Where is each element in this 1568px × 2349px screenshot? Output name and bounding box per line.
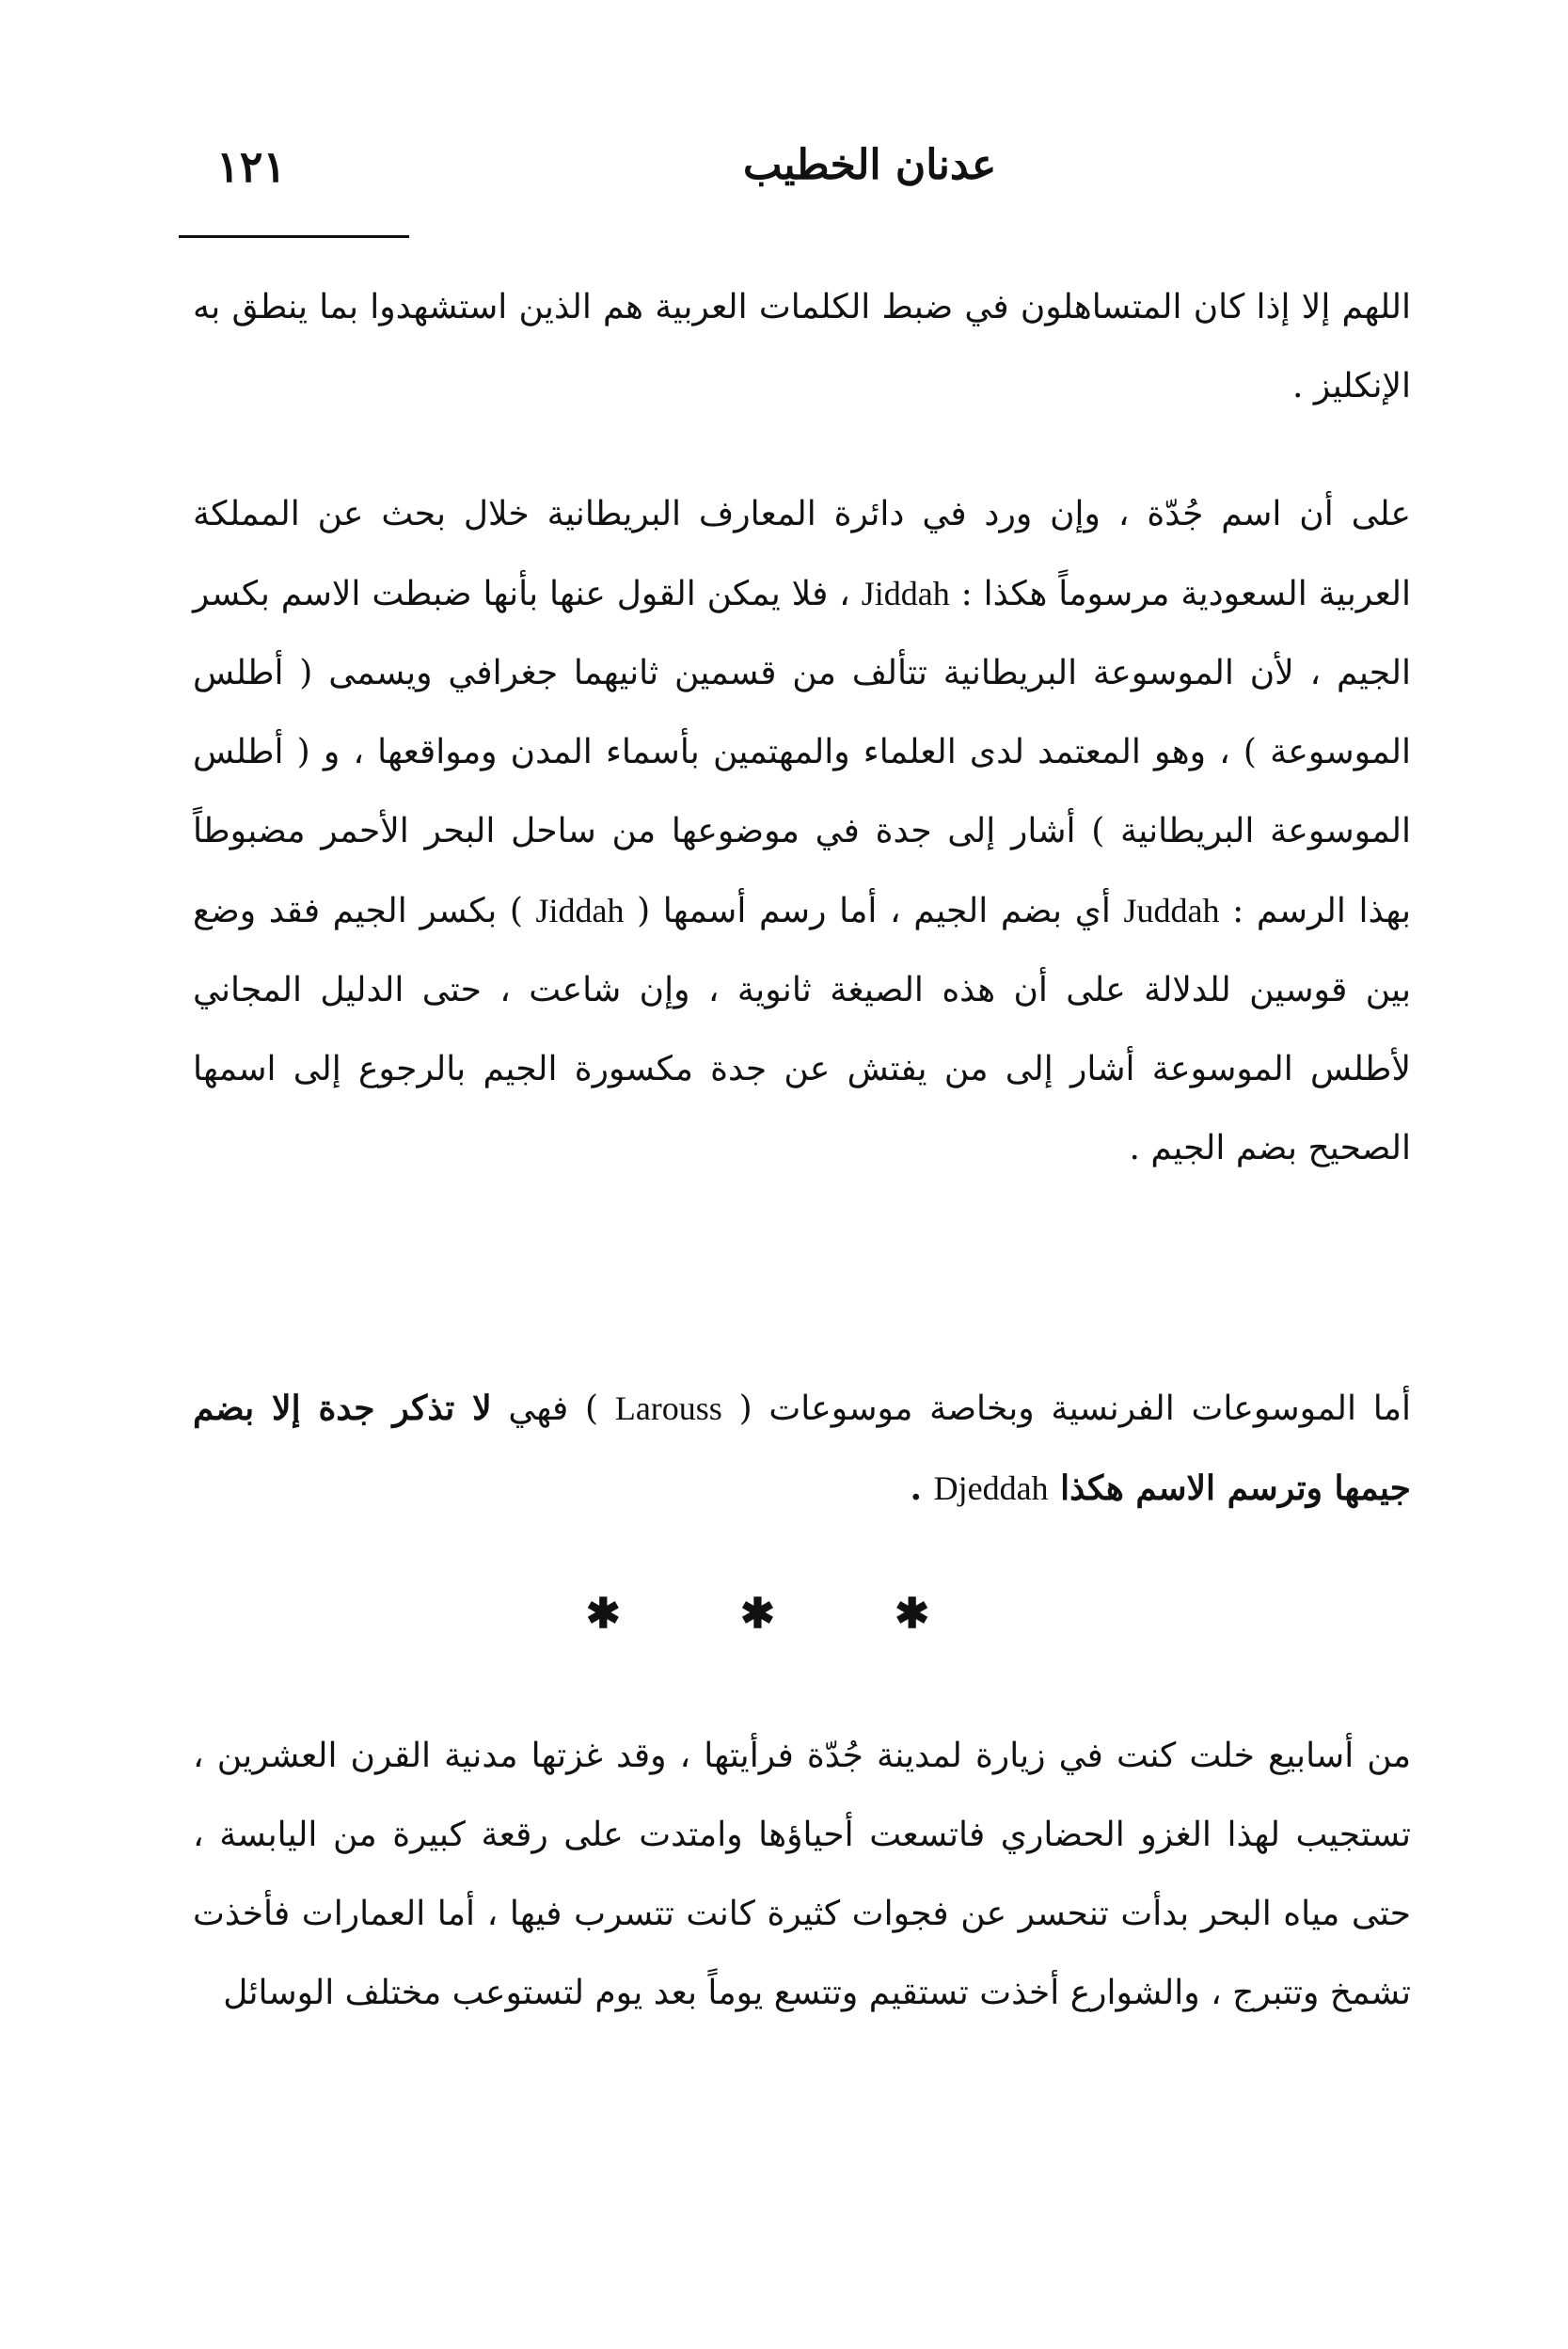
paragraph-3-end: . [910,1468,934,1508]
paragraph-3-part-2: ) فهي [508,1389,615,1428]
paragraph-3-bold-line: لا تذكر جدة إلا بضم جيمها وترسم الاسم هكذا [193,1389,1411,1508]
paragraph-4 [193,1717,1411,2033]
latin-djeddah: Djeddah [933,1469,1049,1507]
page-number: ١٢١ [216,141,287,192]
running-title: عدنان الخطيب [743,141,997,189]
paragraph-2-text [193,475,1411,1188]
paragraph-2-part-3: أي بضم الجيم ، أما رسم أسمها ( [624,892,1124,930]
paragraph-2-part-1: على أن اسم جُدّة ، وإن ورد في دائرة المعارف البريطانية خلال بحث عن المملكة العربية السعودية مرسوماً هكذا : [193,495,1411,613]
paragraph-2-part-2: ، فلا يمكن القول عنها بأنها ضبطت الاسم بكسر الجيم ، لأن الموسوعة البريطانية تتألف من قسمين ثانيهما جغرافي ويسمى ( أطلس الموسوعة ) ، وهو المعتمد لدى العلماء والمهتمين بأسماء المدن ومواقعها ، و ( أطلس الموسوعة البريطانية ) أشار إلى جدة في موضوعها من ساحل البحر الأحمر مضبوطاً بهذا الرسم : [193,575,1411,930]
paragraph-3-part-1: أما الموسوعات الفرنسية وبخاصة موسوعات ( [721,1389,1412,1428]
latin-larouss: Larouss [614,1389,722,1427]
paragraph-1-text: اللهم إلا إذا كان المتساهلون في ضبط الكلمات العربية هم الذين استشهدوا بما ينطق به الإنكليز . [193,288,1411,405]
paragraph-1 [193,268,1411,426]
page-header [179,141,1402,216]
latin-jiddah-1: Jiddah [861,575,950,612]
latin-jiddah-2: Jiddah [535,892,625,929]
paragraph-3 [193,1369,1411,1529]
paragraph-4-text: من أسابيع خلت كنت في زيارة لمدينة جُدّة فرأيتها ، وقد غزتها مدنية القرن العشرين ، تستجيب لهذا الغزو الحضاري فاتسعت أحياؤها وامتدت على رقعة كبيرة من اليابسة ، حتى مياه البحر بدأت تنحسر عن فجوات كثيرة كانت تتسرب فيها ، أما العمارات فأخذت تشمخ وتتبرج ، والشوارع أخذت تستقيم وتتسع يوماً بعد يوم لتستوعب مختلف الوسائل [193,1737,1411,2012]
paragraph-2-part-4: ) بكسر الجيم فقد وضع بين قوسين للدلالة على أن هذه الصيغة ثانوية ، وإن شاعت ، حتى الدليل المجاني لأطلس الموسوعة أشار إلى من يفتش عن جدة مكسورة الجيم بالرجوع إلى اسمها الصحيح بضم الجيم . [193,892,1411,1167]
section-separator: ✱ ✱ ✱ [585,1590,983,1638]
paragraph-2 [193,475,1411,1188]
latin-juddah: Juddah [1123,892,1220,929]
paragraph-3-text [193,1369,1411,1529]
header-rule [179,235,409,238]
